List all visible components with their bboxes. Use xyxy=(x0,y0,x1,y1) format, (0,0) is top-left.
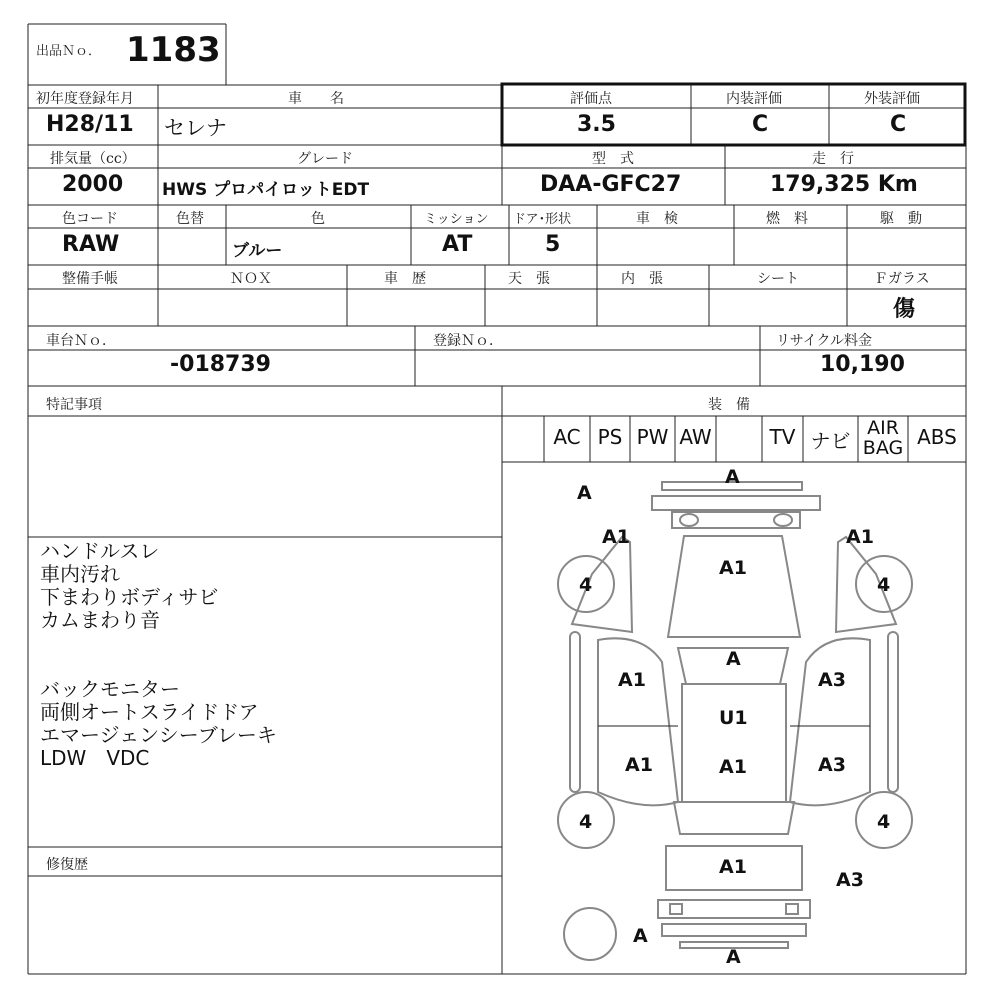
mark-roof: U1 xyxy=(719,707,748,729)
mark-tailgate: A1 xyxy=(719,856,747,878)
model-value: DAA-GFC27 xyxy=(540,172,682,197)
mileage-value: 179,325 Km xyxy=(770,172,918,197)
note-line: エマージェンシーブレーキ xyxy=(40,723,277,747)
reg-year-label: 初年度登録年月 xyxy=(36,91,134,107)
displacement-value: 2000 xyxy=(62,172,124,197)
mark-rear-roof: A1 xyxy=(719,756,747,778)
mark-rear-door-left: A1 xyxy=(625,754,653,776)
interior-value: C xyxy=(752,112,769,137)
equipment-ps: PS xyxy=(597,425,623,449)
registration-label: 登録Ｎｏ． xyxy=(433,333,503,349)
equipment-aw: AW xyxy=(679,425,712,449)
color-value: ブルー xyxy=(232,241,283,261)
history-label: 車 歴 xyxy=(384,271,426,287)
mission-label: ミッション xyxy=(424,212,489,227)
score-value: 3.5 xyxy=(577,112,616,137)
notes-label: 特記事項 xyxy=(46,397,102,413)
mark-front-door-right: A3 xyxy=(818,669,846,691)
chassis-value: -018739 xyxy=(170,352,271,377)
fuel-label: 燃 料 xyxy=(766,211,808,227)
car-name-label: 車 名 xyxy=(288,91,344,107)
exterior-value: C xyxy=(890,112,907,137)
mark-windshield: A xyxy=(726,648,741,670)
mark-hood: A1 xyxy=(719,557,747,579)
mark-rear-left: A xyxy=(633,925,648,947)
score-label: 評価点 xyxy=(570,91,612,107)
recycle-value: 10,190 xyxy=(820,352,905,377)
note-line: LDW VDC xyxy=(40,746,150,770)
lot-number: 1183 xyxy=(126,30,221,70)
grade-value: HWS プロパイロットEDT xyxy=(162,180,370,200)
reg-year-value: H28/11 xyxy=(46,112,134,137)
mark-tire-rr: 4 xyxy=(877,811,891,833)
service-book-label: 整備手帳 xyxy=(62,271,118,287)
mark-rear-door-right: A3 xyxy=(818,754,846,776)
mark-tire-rl: 4 xyxy=(579,811,593,833)
note-line: 車内汚れ xyxy=(40,562,120,586)
mileage-label: 走 行 xyxy=(812,151,854,167)
mark-fender-left: A1 xyxy=(602,526,630,548)
seat-label: シート xyxy=(757,271,799,287)
mark-front-door-left: A1 xyxy=(618,669,646,691)
note-line: 下まわりボディサビ xyxy=(40,585,219,609)
mark-tire-fl: 4 xyxy=(579,574,593,596)
interior-label: 内装評価 xyxy=(726,91,782,107)
recycle-label: リサイクル料金 xyxy=(776,333,873,349)
mark-front-bumper: A xyxy=(725,466,740,488)
mark-rear-quarter-right: A3 xyxy=(836,869,864,891)
car-name-value: セレナ xyxy=(164,116,227,140)
mission-value: AT xyxy=(442,232,473,257)
repaint-label: 色替 xyxy=(176,211,204,227)
mark-front-left-corner: A xyxy=(577,482,592,504)
equipment-abs: ABS xyxy=(917,425,957,449)
color-label: 色 xyxy=(311,211,325,227)
equipment-pw: PW xyxy=(636,425,669,449)
doors-label: ドア･形状 xyxy=(513,212,572,227)
grade-label: グレード xyxy=(297,151,353,167)
mark-tire-fr: 4 xyxy=(877,574,891,596)
equipment-label: 装 備 xyxy=(708,397,750,413)
displacement-label: 排気量（cc） xyxy=(50,151,136,167)
equipment-airbag: AIR BAG xyxy=(862,417,904,459)
note-line: カムまわり音 xyxy=(40,608,160,632)
model-label: 型 式 xyxy=(592,151,634,167)
mark-fender-right: A1 xyxy=(846,526,874,548)
inspection-label: 車 検 xyxy=(636,211,678,227)
f-glass-value: 傷 xyxy=(893,297,916,322)
note-line: ハンドルスレ xyxy=(40,539,160,563)
equipment-tv: TV xyxy=(769,425,796,449)
note-line: バックモニター xyxy=(40,677,180,701)
drive-label: 駆 動 xyxy=(880,211,922,227)
note-line: 両側オートスライドドア xyxy=(40,700,259,724)
equipment-navi: ナビ xyxy=(810,429,851,453)
repair-label: 修復歴 xyxy=(46,857,88,873)
color-code-value: RAW xyxy=(62,232,120,257)
doors-value: 5 xyxy=(545,232,561,257)
nox-label: ＮＯＸ xyxy=(230,271,272,287)
roof-trim-label: 天 張 xyxy=(508,271,550,287)
color-code-label: 色コード xyxy=(62,211,118,227)
mark-rear-bumper: A xyxy=(726,946,741,968)
lot-label: 出品Ｎｏ． xyxy=(36,44,102,59)
interior-trim-label: 内 張 xyxy=(621,271,663,287)
equipment-ac: AC xyxy=(553,425,581,449)
chassis-label: 車台Ｎｏ． xyxy=(46,333,116,349)
f-glass-label: Ｆガラス xyxy=(874,271,930,287)
exterior-label: 外装評価 xyxy=(864,91,920,107)
